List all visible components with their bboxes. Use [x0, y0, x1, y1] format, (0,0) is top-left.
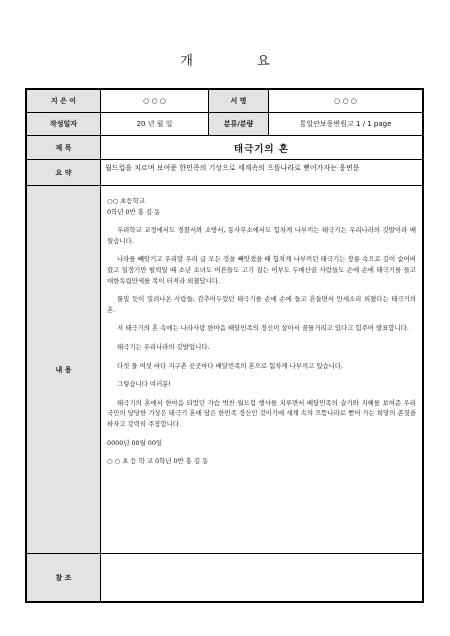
date-line: 0000년 00월 00일 [107, 438, 163, 447]
paragraph: 다섯 물 여섯 바다 지구촌 곳곳마다 배달민족의 혼으로 힘차게 나부끼고 있습니다. [117, 361, 344, 370]
paragraph: 저 태극기의 혼 속에는 나라사랑 한마음 배달민족의 정신이 살아서 꿈틀거리고 있다고 힘주어 발표합니다. [117, 324, 409, 333]
category-value: 통일안보웅변원고 1 / 1 page [299, 120, 392, 128]
paragraph: 나라를 빼앗기고 우리말 우리 글 모든 것을 빼앗겼을 때 힘차게 나부끼던 태극기는 장롱 속으로 깊이 숨어버렸고 일장기만 펄럭일 때 소년 소녀도 어른들도 고기 잡는 어부도 두메산골 사람들도 손에 손에 태극기를 들고 대한독립만세를 목이 터져라 외쳤답니다. [107, 255, 416, 285]
paragraph: 그렇습니다 여러분! [117, 380, 171, 389]
paragraph: 태극기는 우리나라의 깃발입니다. [117, 342, 210, 351]
school-line: ○○ 초등학교 [107, 197, 145, 205]
reference-label: 참 조 [27, 554, 100, 601]
student-line: 0학년 0반 홍 길 동 [107, 207, 161, 216]
summary-label: 요 약 [27, 160, 100, 185]
date-value: 20 년 월 일 [136, 120, 173, 128]
paragraph: 우리학교 교정에서도 경찰서와 소방서, 동사무소에서도 힘차게 나부끼는 태극기는 우리나라의 깃발이라 배웠습니다. [107, 226, 416, 245]
signature-value: ○ ○ ○ [334, 97, 357, 105]
subject-label: 제 목 [27, 136, 100, 159]
paragraph: 물밀 듯이 밀려나온 사람들, 감추어두었던 태극기를 손에 손에 들고 흔들면서 만세소리 외쳤다는 태극기의 혼. [107, 295, 416, 314]
content-label: 내 용 [27, 186, 100, 553]
category-label: 분류/분량 [209, 113, 268, 135]
subject-value: 태극기의 혼 [233, 143, 290, 155]
date-label: 작성일자 [27, 113, 100, 135]
page-title: 개 요 [180, 54, 300, 69]
speech-content [101, 185, 422, 553]
reference-value [101, 554, 422, 601]
author-value: ○ ○ ○ [143, 97, 166, 105]
author-label: 지 은 이 [27, 90, 100, 112]
signature-line: ○ ○ 초 등 학 교 0학년 0반 홍 길 동 [107, 457, 209, 466]
signature-label: 서 명 [209, 90, 268, 112]
paragraph: 태극기의 혼에서 한마음 되었던 가슴 벅찬 월드컵 행사를 치루면서 배달민족의 슬기와 지혜를 보여준 우리 국민의 당당한 기상은 태극기 혼에 담은 한민족 정신인 것이기에 세계 속의 으뜸나라로 뻗어 가는 희망의 존짓을 하자고 강력히 주장합니다. [107, 398, 416, 428]
overview-table [25, 88, 424, 603]
summary-value: 월드컵을 치르며 보여준 한민족의 기상으로 세계속의 으뜸나라로 뻗어가자는 웅변문 [105, 164, 360, 172]
